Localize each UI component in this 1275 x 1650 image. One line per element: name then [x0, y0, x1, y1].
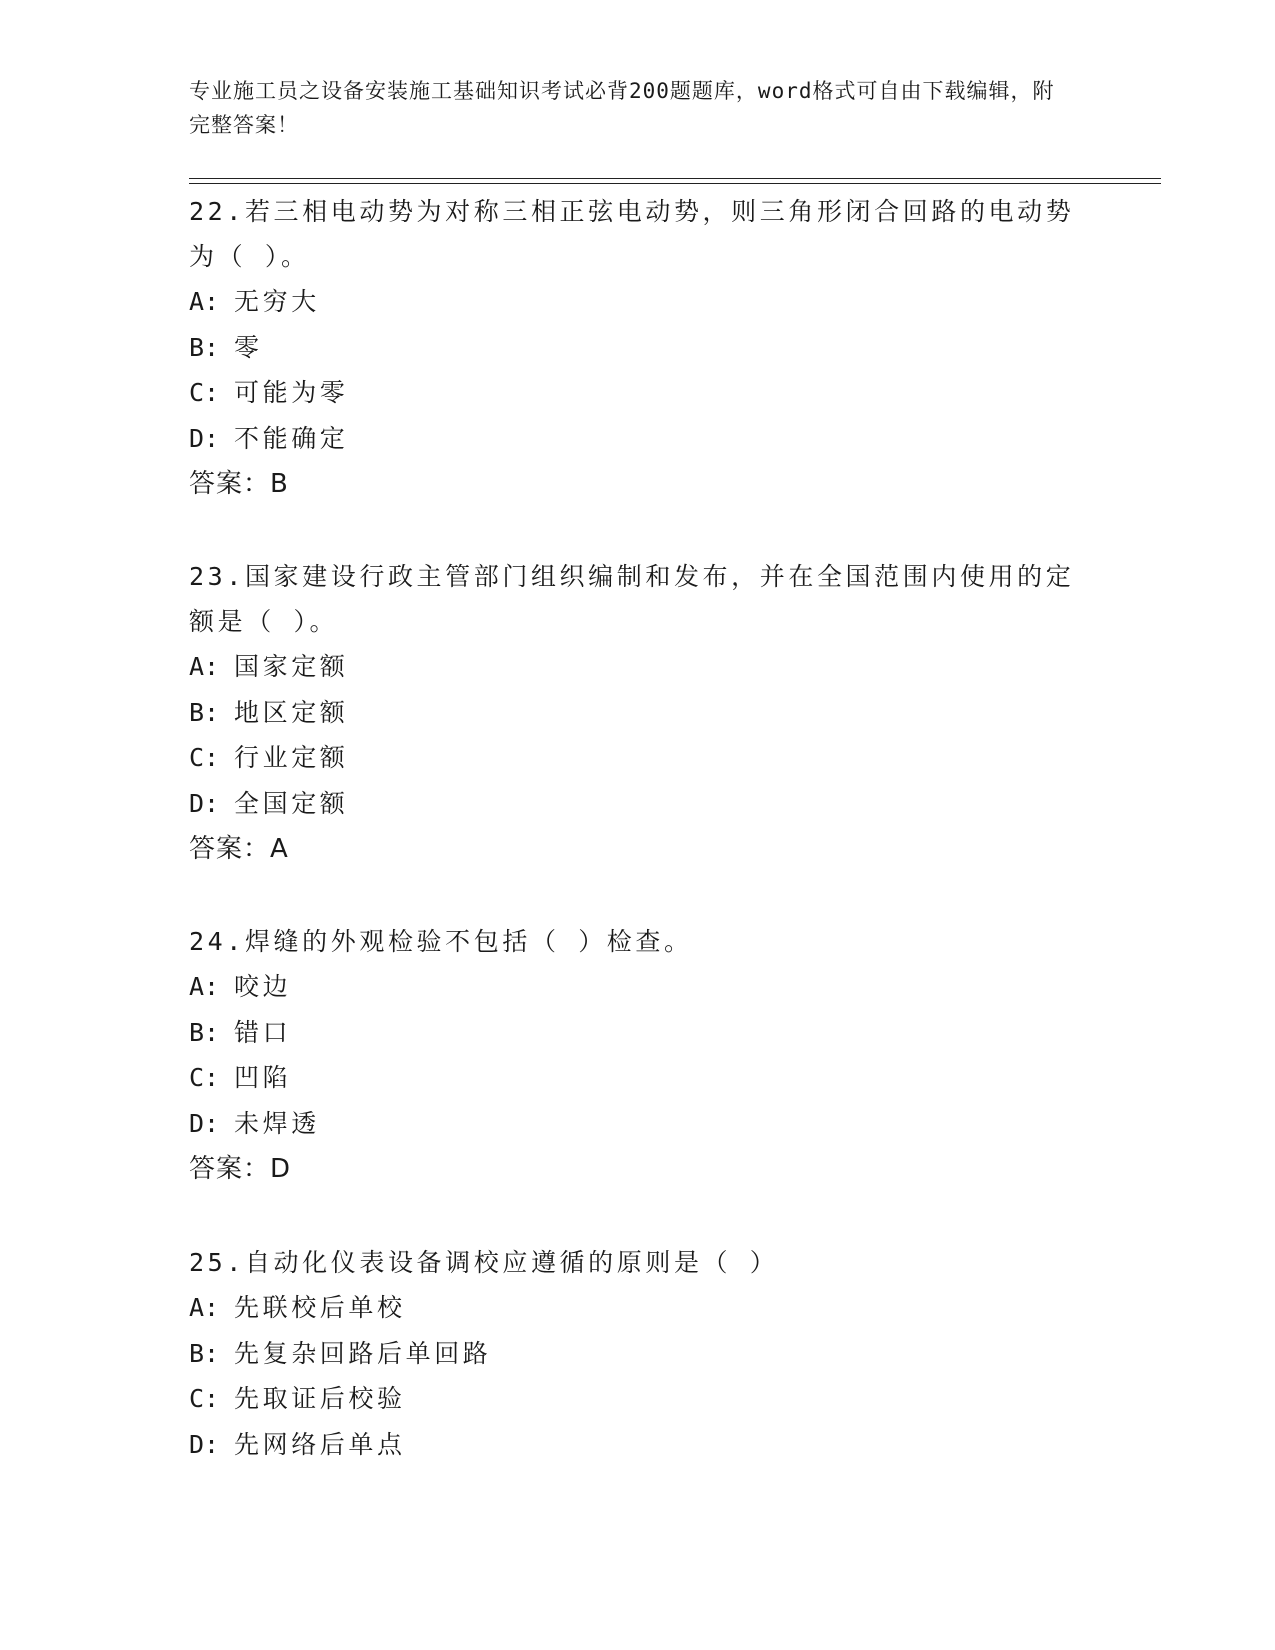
option-a — [189, 644, 1089, 690]
option-label: A: — [189, 1293, 220, 1322]
option-d — [189, 416, 1089, 462]
option-label: C: — [189, 378, 220, 407]
option-text: 全国定额 — [234, 788, 349, 818]
document-header: 专业施工员之设备安装施工基础知识考试必背200题题库，word格式可自由下载编辑，附完整答案！ — [189, 79, 1055, 137]
option-a — [189, 964, 1089, 1010]
question-24 — [189, 919, 1089, 1192]
option-text: 未焊透 — [234, 1108, 320, 1138]
question-stem: 23.国家建设行政主管部门组织编制和发布，并在全国范围内使用的定额是（ ）。 — [189, 562, 1075, 636]
option-label: A: — [189, 287, 220, 316]
option-c — [189, 1376, 1089, 1422]
option-b — [189, 1010, 1089, 1056]
option-label: B: — [189, 1017, 220, 1047]
question-stem: 25.自动化仪表设备调校应遵循的原则是（ ） — [189, 1248, 779, 1277]
question-22 — [189, 189, 1089, 507]
option-text: 先网络后单点 — [234, 1429, 406, 1459]
question-23 — [189, 554, 1089, 872]
option-text: 先复杂回路后单回路 — [234, 1338, 492, 1368]
option-text: 凹陷 — [234, 1063, 292, 1092]
option-label: B: — [189, 697, 220, 727]
option-b — [189, 1331, 1089, 1377]
option-a — [189, 1285, 1089, 1331]
option-label: D: — [189, 423, 220, 453]
option-label: B: — [189, 1338, 220, 1368]
answer: 答案：D — [189, 1154, 292, 1184]
header-divider-bottom — [189, 183, 1161, 184]
answer: 答案：A — [189, 834, 289, 864]
option-text: 错口 — [234, 1017, 292, 1047]
option-label: D: — [189, 1108, 220, 1138]
option-label: B: — [189, 332, 220, 362]
option-label: C: — [189, 1063, 220, 1092]
option-text: 不能确定 — [234, 423, 349, 453]
option-label: A: — [189, 972, 220, 1001]
option-text: 可能为零 — [234, 378, 349, 407]
header-divider-top — [189, 178, 1161, 179]
option-a — [189, 279, 1089, 325]
option-text: 无穷大 — [234, 287, 320, 316]
question-stem: 24.焊缝的外观检验不包括（ ）检查。 — [189, 927, 693, 956]
option-text: 行业定额 — [234, 743, 349, 772]
answer: 答案：B — [189, 469, 289, 499]
option-d — [189, 1422, 1089, 1468]
question-25 — [189, 1240, 1089, 1467]
option-label: C: — [189, 1384, 220, 1413]
option-text: 地区定额 — [234, 697, 349, 727]
option-text: 先联校后单校 — [234, 1293, 406, 1322]
option-c — [189, 735, 1089, 781]
option-c — [189, 370, 1089, 416]
option-text: 咬边 — [234, 972, 292, 1001]
option-b — [189, 690, 1089, 736]
option-text: 国家定额 — [234, 652, 349, 681]
option-text: 先取证后校验 — [234, 1384, 406, 1413]
option-text: 零 — [234, 332, 263, 362]
option-label: D: — [189, 1429, 220, 1459]
option-b — [189, 325, 1089, 371]
option-d — [189, 1101, 1089, 1147]
option-c — [189, 1055, 1089, 1101]
option-label: D: — [189, 788, 220, 818]
option-label: C: — [189, 743, 220, 772]
option-d — [189, 781, 1089, 827]
option-label: A: — [189, 652, 220, 681]
question-stem: 22.若三相电动势为对称三相正弦电动势，则三角形闭合回路的电动势为（ ）。 — [189, 197, 1075, 271]
